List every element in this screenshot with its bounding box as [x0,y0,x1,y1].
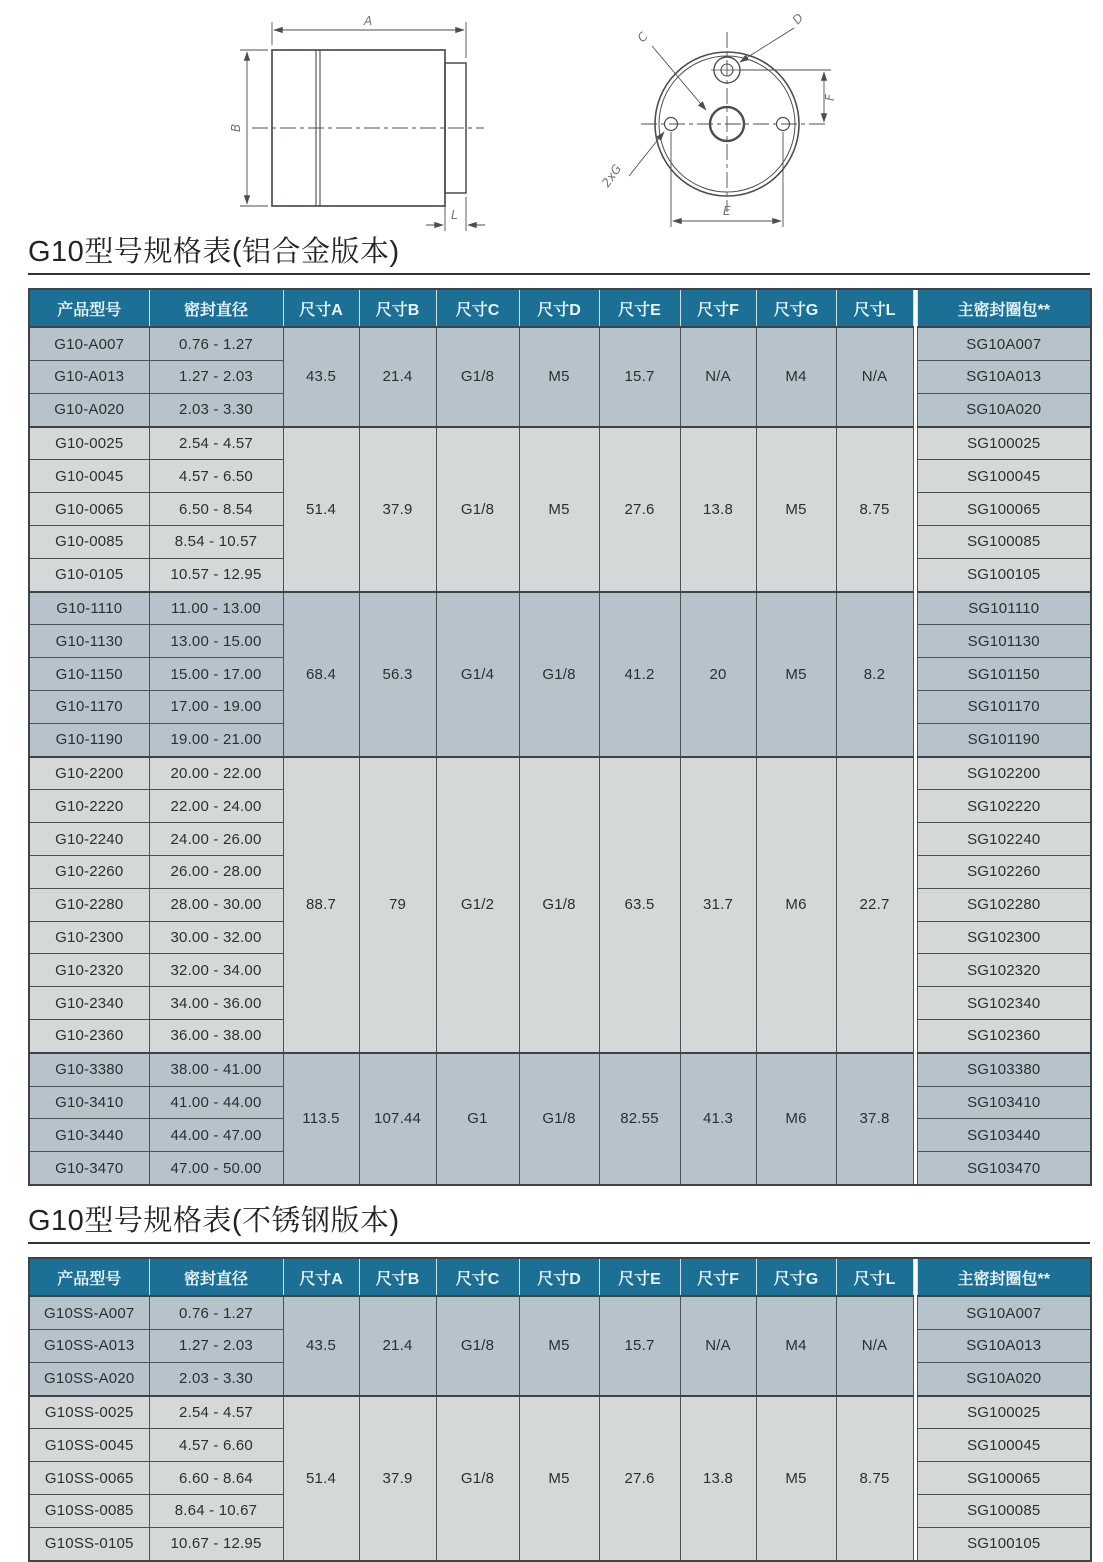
model-cell: G10-0105 [29,558,149,591]
seal-pack-cell: SG100105 [917,558,1091,591]
seal-diameter-cell: 4.57 - 6.60 [149,1429,283,1462]
model-cell: G10-3470 [29,1152,149,1185]
seal-diameter-cell: 6.60 - 8.64 [149,1462,283,1495]
model-cell: G10-2240 [29,823,149,856]
seal-diameter-cell: 24.00 - 26.00 [149,823,283,856]
section-title-stainless: G10型号规格表(不锈钢版本) [28,1203,1090,1244]
dimension-cell: M4 [756,1296,836,1395]
column-header: 尺寸F [680,289,756,327]
seal-pack-cell: SG100045 [917,460,1091,493]
model-cell: G10-1130 [29,625,149,658]
seal-diameter-cell: 38.00 - 41.00 [149,1053,283,1086]
model-cell: G10-2260 [29,856,149,889]
dimension-cell: 13.8 [680,427,756,592]
seal-pack-cell: SG10A020 [917,1362,1091,1395]
seal-diameter-cell: 20.00 - 22.00 [149,757,283,790]
dimension-cell: 51.4 [283,427,359,592]
dimension-cell: 79 [359,757,436,1053]
model-cell: G10SS-A007 [29,1296,149,1329]
dimension-cell: M6 [756,757,836,1053]
table-stainless [28,1257,1092,1561]
dimension-cell: M4 [756,327,836,426]
column-header: 尺寸E [599,289,680,327]
column-header: 尺寸E [599,1258,680,1296]
seal-pack-cell: SG100105 [917,1527,1091,1560]
seal-pack-cell: SG102240 [917,823,1091,856]
model-cell: G10-2300 [29,921,149,954]
table-row [29,757,1091,790]
model-cell: G10-2280 [29,888,149,921]
dimension-cell: 20 [680,592,756,757]
model-cell: G10-1170 [29,691,149,724]
column-header: 尺寸C [436,289,519,327]
seal-pack-cell: SG100065 [917,493,1091,526]
model-cell: G10-3380 [29,1053,149,1086]
dimension-cell: 82.55 [599,1053,680,1185]
dimension-cell: M5 [756,592,836,757]
table-aluminum [28,288,1092,1186]
seal-diameter-cell: 47.00 - 50.00 [149,1152,283,1185]
dimension-cell: G1/8 [436,327,519,426]
seal-pack-cell: SG102300 [917,921,1091,954]
seal-pack-cell: SG102200 [917,757,1091,790]
seal-diameter-cell: 22.00 - 24.00 [149,790,283,823]
model-cell: G10-0045 [29,460,149,493]
dimension-cell: 13.8 [680,1396,756,1561]
model-cell: G10SS-0105 [29,1527,149,1560]
dimension-cell: G1/8 [519,1053,599,1185]
section-title-aluminum: G10型号规格表(铝合金版本) [28,234,1090,275]
dimension-cell: 15.7 [599,327,680,426]
seal-pack-cell: SG103380 [917,1053,1091,1086]
seal-diameter-cell: 0.76 - 1.27 [149,327,283,360]
seal-pack-cell: SG10A013 [917,1330,1091,1363]
seal-pack-cell: SG10A007 [917,327,1091,360]
header-row [29,1258,1091,1296]
dimension-cell: M5 [519,1296,599,1395]
dimension-cell: G1/8 [519,757,599,1053]
dimension-cell: 21.4 [359,327,436,426]
dimension-cell: 22.7 [836,757,913,1053]
dim-g-label: 2xG [598,161,625,190]
model-cell: G10SS-0065 [29,1462,149,1495]
seal-pack-cell: SG101170 [917,691,1091,724]
model-cell: G10-0065 [29,493,149,526]
dimension-cell: G1/8 [436,1396,519,1561]
model-cell: G10SS-A020 [29,1362,149,1395]
seal-diameter-cell: 44.00 - 47.00 [149,1119,283,1152]
dimension-cell: 8.2 [836,592,913,757]
side-view-drawing [229,14,485,231]
dimension-cell: 37.9 [359,1396,436,1561]
dimension-cell: 43.5 [283,327,359,426]
model-cell: G10SS-0025 [29,1396,149,1429]
model-cell: G10-0085 [29,526,149,559]
model-cell: G10-3410 [29,1086,149,1119]
seal-pack-cell: SG102280 [917,888,1091,921]
dim-l-label: L [451,208,458,222]
table-row [29,1396,1091,1429]
seal-pack-cell: SG103410 [917,1086,1091,1119]
seal-diameter-cell: 0.76 - 1.27 [149,1296,283,1329]
column-header: 主密封圈包** [917,289,1091,327]
column-header: 尺寸L [836,289,913,327]
dim-f-label: F [823,94,837,101]
seal-pack-cell: SG100025 [917,427,1091,460]
dimension-cell: 63.5 [599,757,680,1053]
dim-b-label: B [229,123,243,132]
seal-diameter-cell: 28.00 - 30.00 [149,888,283,921]
seal-diameter-cell: 41.00 - 44.00 [149,1086,283,1119]
seal-pack-cell: SG101190 [917,723,1091,756]
dim-e-label: E [723,204,731,218]
column-header: 尺寸L [836,1258,913,1296]
seal-diameter-cell: 10.57 - 12.95 [149,558,283,591]
column-header: 尺寸B [359,1258,436,1296]
seal-diameter-cell: 4.57 - 6.50 [149,460,283,493]
model-cell: G10-2360 [29,1019,149,1052]
table-row [29,1053,1091,1086]
model-cell: G10-2320 [29,954,149,987]
table-row [29,327,1091,360]
seal-diameter-cell: 2.54 - 4.57 [149,1396,283,1429]
seal-diameter-cell: 1.27 - 2.03 [149,1330,283,1363]
seal-diameter-cell: 36.00 - 38.00 [149,1019,283,1052]
table-row [29,592,1091,625]
column-header: 尺寸A [283,1258,359,1296]
dimension-cell: G1/8 [519,592,599,757]
column-header: 尺寸F [680,1258,756,1296]
dimension-cell: 8.75 [836,427,913,592]
dimension-cell: 51.4 [283,1396,359,1561]
column-header: 尺寸C [436,1258,519,1296]
dimension-cell: N/A [680,1296,756,1395]
seal-diameter-cell: 26.00 - 28.00 [149,856,283,889]
dimension-cell: 27.6 [599,427,680,592]
model-cell: G10-2220 [29,790,149,823]
seal-pack-cell: SG102260 [917,856,1091,889]
dimension-cell: G1/4 [436,592,519,757]
seal-pack-cell: SG100085 [917,526,1091,559]
model-cell: G10SS-0045 [29,1429,149,1462]
dimension-cell: 31.7 [680,757,756,1053]
drawings-canvas [0,0,1103,234]
model-cell: G10-1150 [29,658,149,691]
seal-pack-cell: SG10A020 [917,393,1091,426]
column-header: 主密封圈包** [917,1258,1091,1296]
front-view-drawing [599,11,837,227]
column-header: 尺寸D [519,1258,599,1296]
dimension-cell: 68.4 [283,592,359,757]
header-row [29,289,1091,327]
dimension-cell: N/A [680,327,756,426]
dimension-cell: M5 [519,327,599,426]
seal-diameter-cell: 6.50 - 8.54 [149,493,283,526]
model-cell: G10-A020 [29,393,149,426]
dimension-cell: M5 [519,1396,599,1561]
dimension-cell: M5 [756,1396,836,1561]
dimension-cell: 41.3 [680,1053,756,1185]
dimension-cell: 37.8 [836,1053,913,1185]
dimension-cell: 8.75 [836,1396,913,1561]
dimension-cell: G1 [436,1053,519,1185]
dimension-cell: N/A [836,1296,913,1395]
seal-diameter-cell: 2.54 - 4.57 [149,427,283,460]
seal-diameter-cell: 2.03 - 3.30 [149,393,283,426]
seal-pack-cell: SG102340 [917,987,1091,1020]
column-header: 尺寸G [756,289,836,327]
dimension-cell: M5 [519,427,599,592]
dim-a-label: A [364,14,373,28]
column-header: 产品型号 [29,1258,149,1296]
technical-drawings-section [0,0,1103,234]
dim-d-label: D [789,10,807,27]
dimension-cell: G1/8 [436,1296,519,1395]
seal-pack-cell: SG101150 [917,658,1091,691]
seal-pack-cell: SG10A013 [917,361,1091,394]
column-header: 尺寸A [283,289,359,327]
dimension-cell: N/A [836,327,913,426]
model-cell: G10-A007 [29,327,149,360]
model-cell: G10-2200 [29,757,149,790]
seal-pack-cell: SG100065 [917,1462,1091,1495]
dimension-cell: 88.7 [283,757,359,1053]
seal-diameter-cell: 8.54 - 10.57 [149,526,283,559]
model-cell: G10SS-0085 [29,1495,149,1528]
dimension-cell: 43.5 [283,1296,359,1395]
dim-c-label: C [634,29,651,45]
seal-diameter-cell: 30.00 - 32.00 [149,921,283,954]
column-header: 尺寸G [756,1258,836,1296]
table-row [29,1296,1091,1329]
dimension-cell: M6 [756,1053,836,1185]
model-cell: G10-3440 [29,1119,149,1152]
seal-diameter-cell: 17.00 - 19.00 [149,691,283,724]
column-header: 密封直径 [149,289,283,327]
column-header: 尺寸B [359,289,436,327]
seal-pack-cell: SG102220 [917,790,1091,823]
seal-pack-cell: SG100085 [917,1495,1091,1528]
seal-diameter-cell: 8.64 - 10.67 [149,1495,283,1528]
model-cell: G10-1110 [29,592,149,625]
model-cell: G10-0025 [29,427,149,460]
dimension-cell: M5 [756,427,836,592]
column-header: 密封直径 [149,1258,283,1296]
dimension-cell: 56.3 [359,592,436,757]
dimension-cell: 37.9 [359,427,436,592]
model-cell: G10SS-A013 [29,1330,149,1363]
dimension-cell: 113.5 [283,1053,359,1185]
seal-pack-cell: SG103470 [917,1152,1091,1185]
column-header: 尺寸D [519,289,599,327]
dimension-cell: 15.7 [599,1296,680,1395]
seal-diameter-cell: 1.27 - 2.03 [149,361,283,394]
dimension-cell: 27.6 [599,1396,680,1561]
seal-pack-cell: SG102320 [917,954,1091,987]
seal-pack-cell: SG100025 [917,1396,1091,1429]
seal-diameter-cell: 19.00 - 21.00 [149,723,283,756]
seal-pack-cell: SG101110 [917,592,1091,625]
seal-diameter-cell: 11.00 - 13.00 [149,592,283,625]
seal-diameter-cell: 32.00 - 34.00 [149,954,283,987]
table-row [29,427,1091,460]
seal-pack-cell: SG100045 [917,1429,1091,1462]
seal-pack-cell: SG10A007 [917,1296,1091,1329]
model-cell: G10-2340 [29,987,149,1020]
seal-diameter-cell: 13.00 - 15.00 [149,625,283,658]
seal-pack-cell: SG102360 [917,1019,1091,1052]
model-cell: G10-A013 [29,361,149,394]
seal-pack-cell: SG101130 [917,625,1091,658]
seal-diameter-cell: 34.00 - 36.00 [149,987,283,1020]
dimension-cell: 107.44 [359,1053,436,1185]
seal-diameter-cell: 2.03 - 3.30 [149,1362,283,1395]
dimension-cell: 21.4 [359,1296,436,1395]
seal-diameter-cell: 10.67 - 12.95 [149,1527,283,1560]
seal-diameter-cell: 15.00 - 17.00 [149,658,283,691]
column-header: 产品型号 [29,289,149,327]
seal-pack-cell: SG103440 [917,1119,1091,1152]
dimension-cell: G1/2 [436,757,519,1053]
dimension-cell: 41.2 [599,592,680,757]
model-cell: G10-1190 [29,723,149,756]
dimension-cell: G1/8 [436,427,519,592]
